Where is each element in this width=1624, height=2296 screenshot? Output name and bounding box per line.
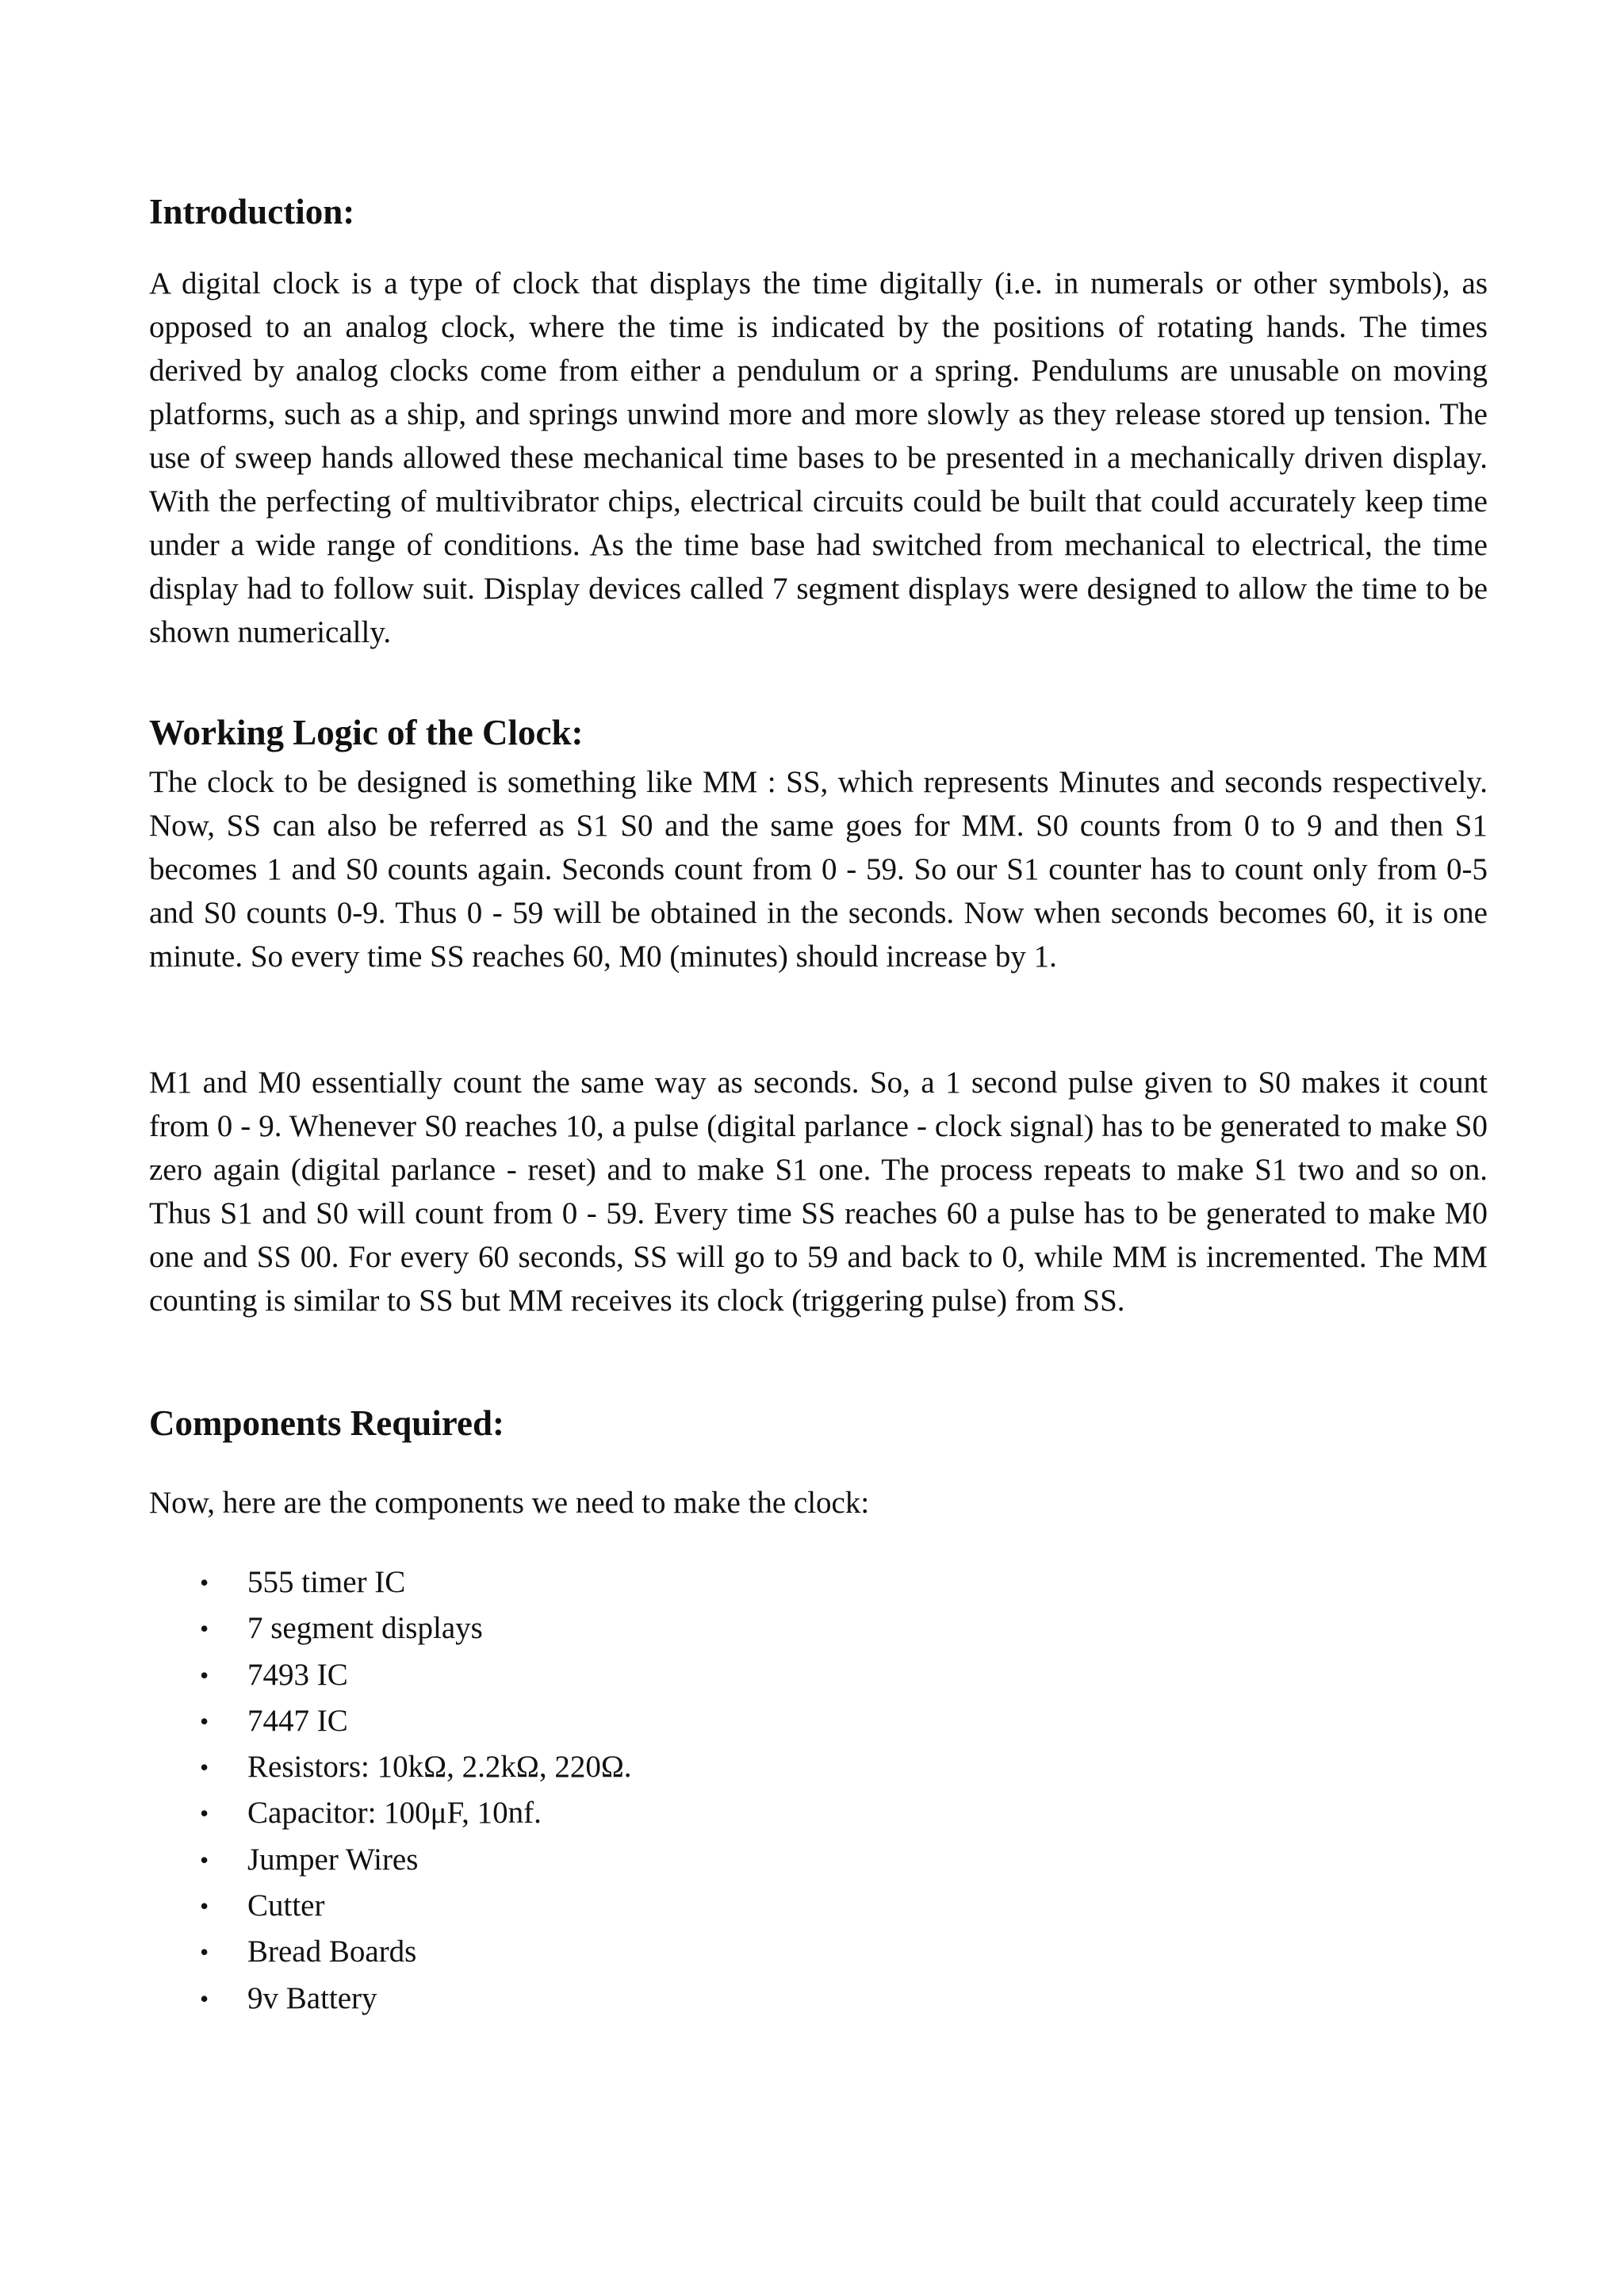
bullet-icon: • — [200, 1660, 209, 1689]
bullet-icon: • — [200, 1892, 209, 1921]
bullet-icon: • — [200, 1984, 209, 2013]
document-page — [149, 190, 1488, 2022]
list-item-text: 555 timer IC — [247, 1565, 406, 1599]
list-item — [149, 1559, 1488, 1605]
introduction-paragraph: A digital clock is a type of clock that displays the time digitally (i.e. in numerals or other symbols), as opposed to an analog clock, where the time is indicated by the positions of rotating hands. The times derived by analog clocks come from either a pendulum or a spring. Pendulums are unusable on moving platforms, such as a ship, and springs unwind more and more slowly as they release stored up tension. The use of sweep hands allowed these mechanical time bases to be presented in a mechanically driven display. With the perfecting of multivibrator chips, electrical circuits could be built that could accurately keep time under a wide range of conditions. As the time base had switched from mechanical to electrical, the time display had to follow suit. Display devices called 7 segment displays were designed to allow the time to be shown numerically. — [149, 266, 1488, 649]
working-logic-paragraph-1: The clock to be designed is something like MM : SS, which represents Minutes and seconds respectively. Now, SS can also be referred as S1 S0 and the same goes for MM. S0 counts from 0 to 9 and then S1 becomes 1 and S0 counts again. Seconds count from 0 - 59. So our S1 counter has to count only from 0-5 and S0 counts 0-9. Thus 0 - 59 will be obtained in the seconds. Now when seconds becomes 60, it is one minute. So every time SS reaches 60, M0 (minutes) should increase by 1. — [149, 765, 1488, 974]
bullet-icon: • — [200, 1568, 209, 1597]
list-item — [149, 1605, 1488, 1651]
list-item-text: 7493 IC — [247, 1657, 348, 1692]
bullet-icon: • — [200, 1753, 209, 1782]
components-heading: Components Required: — [149, 1403, 504, 1443]
list-item — [149, 1698, 1488, 1744]
list-item-text: Jumper Wires — [247, 1842, 419, 1877]
working-logic-paragraph-2: M1 and M0 essentially count the same way as seconds. So, a 1 second pulse given to S0 makes it count from 0 - 9. Whenever S0 reaches 10, a pulse (digital parlance - clock signal) has to be generated to make S0 zero again (digital parlance - reset) and to make S1 one. The process repeats to make S1 two and so on. Thus S1 and S0 will count from 0 - 59. Every time SS reaches 60 a pulse has to be generated to make M0 one and SS 00. For every 60 seconds, SS will go to 59 and back to 0, while MM is incremented. The MM counting is similar to SS but MM receives its clock (triggering pulse) from SS. — [149, 1066, 1488, 1318]
bullet-icon: • — [200, 1614, 209, 1644]
list-item-text: Capacitor: 100μF, 10nf. — [247, 1796, 542, 1831]
list-item-text: Bread Boards — [247, 1934, 417, 1969]
list-item — [149, 1883, 1488, 1929]
list-item-text: Cutter — [247, 1888, 325, 1923]
list-item-text: 7447 IC — [247, 1703, 348, 1738]
list-item-text: 7 segment displays — [247, 1611, 483, 1646]
list-item — [149, 1837, 1488, 1883]
list-item — [149, 1929, 1488, 1975]
list-item — [149, 1976, 1488, 2022]
list-item-text: 9v Battery — [247, 1980, 377, 2015]
list-item — [149, 1652, 1488, 1698]
introduction-heading: Introduction: — [149, 192, 355, 232]
components-intro: Now, here are the components we need to make the clock: — [149, 1486, 870, 1520]
components-list — [149, 1559, 1488, 2022]
bullet-icon: • — [200, 1845, 209, 1874]
list-item — [149, 1790, 1488, 1836]
working-logic-heading: Working Logic of the Clock: — [149, 713, 584, 752]
list-item-text: Resistors: 10kΩ, 2.2kΩ, 220Ω. — [247, 1750, 632, 1785]
bullet-icon: • — [200, 1706, 209, 1735]
bullet-icon: • — [200, 1799, 209, 1828]
bullet-icon: • — [200, 1938, 209, 1967]
list-item — [149, 1744, 1488, 1790]
